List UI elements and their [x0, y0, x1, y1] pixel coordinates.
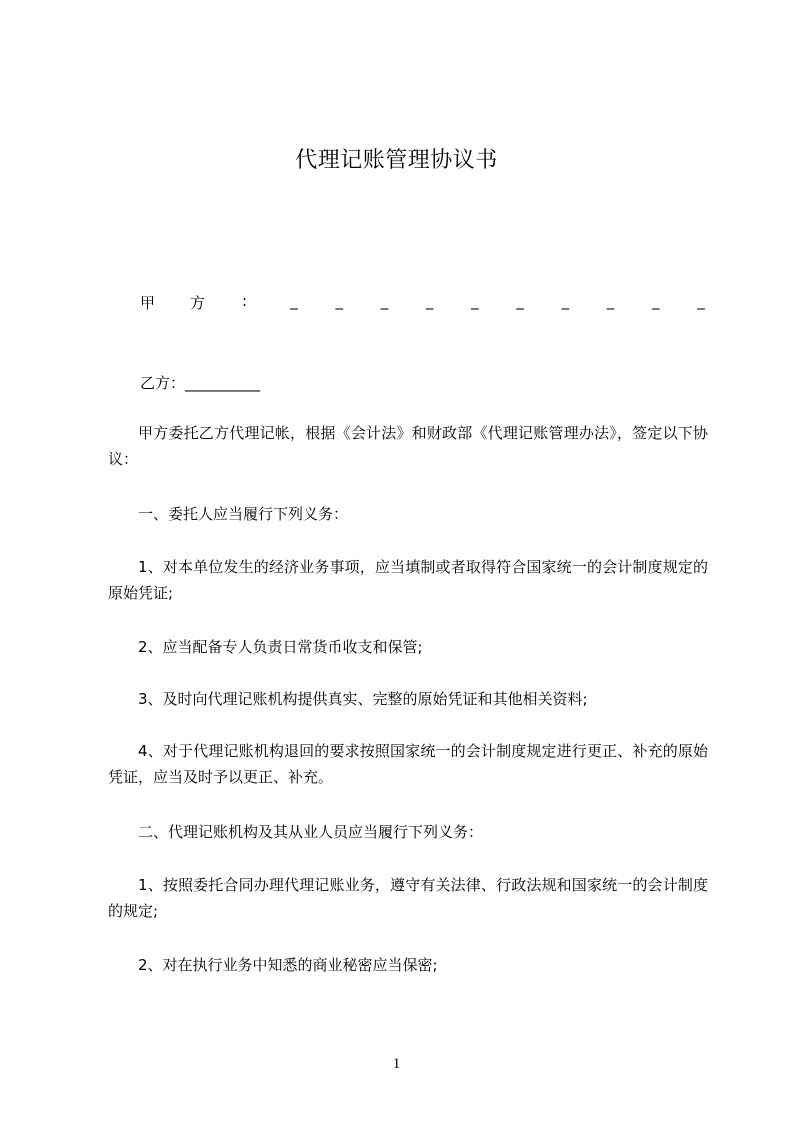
intro-paragraph: 甲方委托乙方代理记帐，根据《会计法》和财政部《代理记账管理办法》，签定以下协议： [108, 424, 708, 468]
blank-mark: _ [471, 292, 479, 310]
party-a-label-char-2: 方 [190, 294, 206, 312]
blank-mark: _ [335, 292, 343, 310]
party-a-line [140, 292, 710, 316]
blank-mark: _ [290, 292, 298, 310]
blank-mark: _ [561, 292, 570, 310]
blank-mark: _ [380, 292, 389, 310]
clause-paragraph: 4、对于代理记账机构退回的要求按照国家统一的会计制度规定进行更正、补充的原始凭证，应当及时予以更正、补充。 [108, 742, 708, 786]
blank-mark: _ [697, 292, 705, 310]
clause-paragraph: 2、对在执行业务中知悉的商业秘密应当保密; [138, 956, 438, 974]
blank-mark: _ [652, 292, 660, 310]
blank-mark: _ [425, 292, 434, 310]
document-title: 代理记账管理协议书 [295, 148, 498, 173]
clause-paragraph: 2、应当配备专人负责日常货币收支和保管; [138, 638, 423, 656]
party-a-colon: : [242, 292, 248, 310]
party-a-label-char-1: 甲 [140, 294, 156, 312]
party-a-blank-field [290, 292, 705, 310]
section-heading-client-duties: 一、委托人应当履行下列义务： [138, 505, 349, 523]
clause-paragraph: 1、按照委托合同办理代理记账业务，遵守有关法律、行政法规和国家统一的会计制度的规定; [108, 876, 708, 920]
blank-mark: _ [606, 292, 615, 310]
blank-mark: _ [516, 292, 524, 310]
clause-paragraph: 3、及时向代理记账机构提供真实、完整的原始凭证和其他相关资料; [138, 690, 588, 708]
page-number: 1 [392, 1056, 401, 1072]
section-heading-agency-duties: 二、代理记账机构及其从业人员应当履行下列义务： [138, 823, 484, 841]
party-b-line: 乙方：__________ [140, 374, 261, 392]
clause-paragraph: 1、对本单位发生的经济业务事项，应当填制或者取得符合国家统一的会计制度规定的原始凭证; [108, 558, 708, 602]
